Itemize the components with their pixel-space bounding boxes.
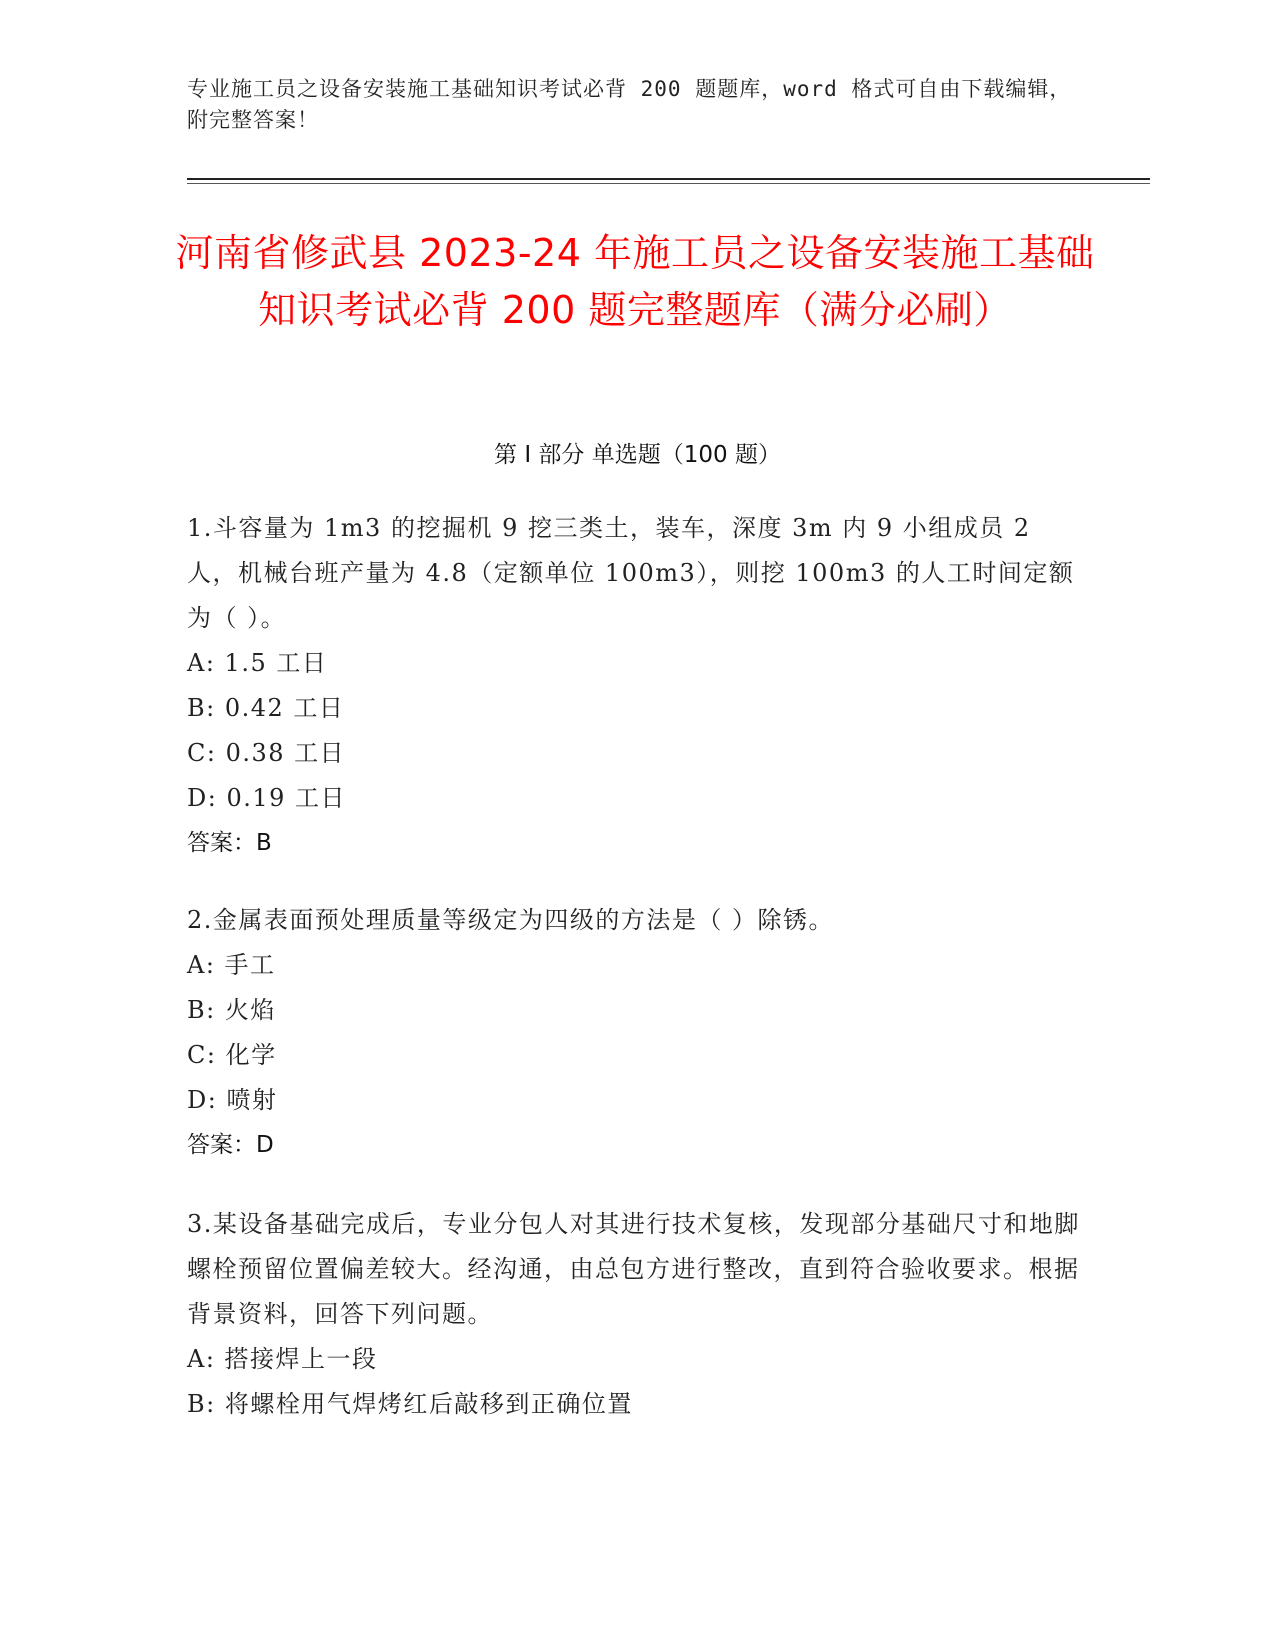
question-3 [187, 1202, 1087, 1427]
answer: 答案：B [187, 830, 272, 856]
answer: 答案：D [187, 1132, 274, 1158]
question-text: 1.斗容量为 1m3 的挖掘机 9 挖三类土，装车，深度 3m 内 9 小组成员 2 人，机械台班产量为 4.8（定额单位 100m3），则挖 100m3 的人工时间定额为（ ）。 [187, 514, 1075, 632]
option-b: B: 0.42 工日 [187, 694, 345, 722]
section-heading: 第 I 部分 单选题（100 题） [494, 442, 781, 468]
question-1 [187, 506, 1087, 866]
option-a: A: 搭接焊上一段 [187, 1345, 378, 1373]
question-2 [187, 898, 1087, 1168]
option-b: B: 火焰 [187, 996, 276, 1024]
question-text: 3.某设备基础完成后，专业分包人对其进行技术复核，发现部分基础尺寸和地脚螺栓预留位置偏差较大。经沟通，由总包方进行整改，直到符合验收要求。根据背景资料，回答下列问题。 [187, 1210, 1080, 1328]
question-text: 2.金属表面预处理质量等级定为四级的方法是（ ）除锈。 [187, 906, 835, 934]
header-note: 专业施工员之设备安装施工基础知识考试必背 200 题题库，word 格式可自由下载编辑，附完整答案！ [187, 77, 1072, 132]
option-d: D: 0.19 工日 [187, 784, 347, 812]
option-a: A: 手工 [187, 951, 276, 979]
option-c: C: 化学 [187, 1041, 277, 1069]
header-divider-thin [187, 183, 1150, 184]
header-divider-thick [187, 178, 1150, 180]
option-d: D: 喷射 [187, 1086, 278, 1114]
option-c: C: 0.38 工日 [187, 739, 346, 767]
document-title: 河南省修武县 2023-24 年施工员之设备安装施工基础知识考试必背 200 题完整题库（满分必刷） [175, 231, 1095, 332]
option-b: B: 将螺栓用气焊烤红后敲移到正确位置 [187, 1390, 633, 1418]
option-a: A: 1.5 工日 [187, 649, 328, 677]
